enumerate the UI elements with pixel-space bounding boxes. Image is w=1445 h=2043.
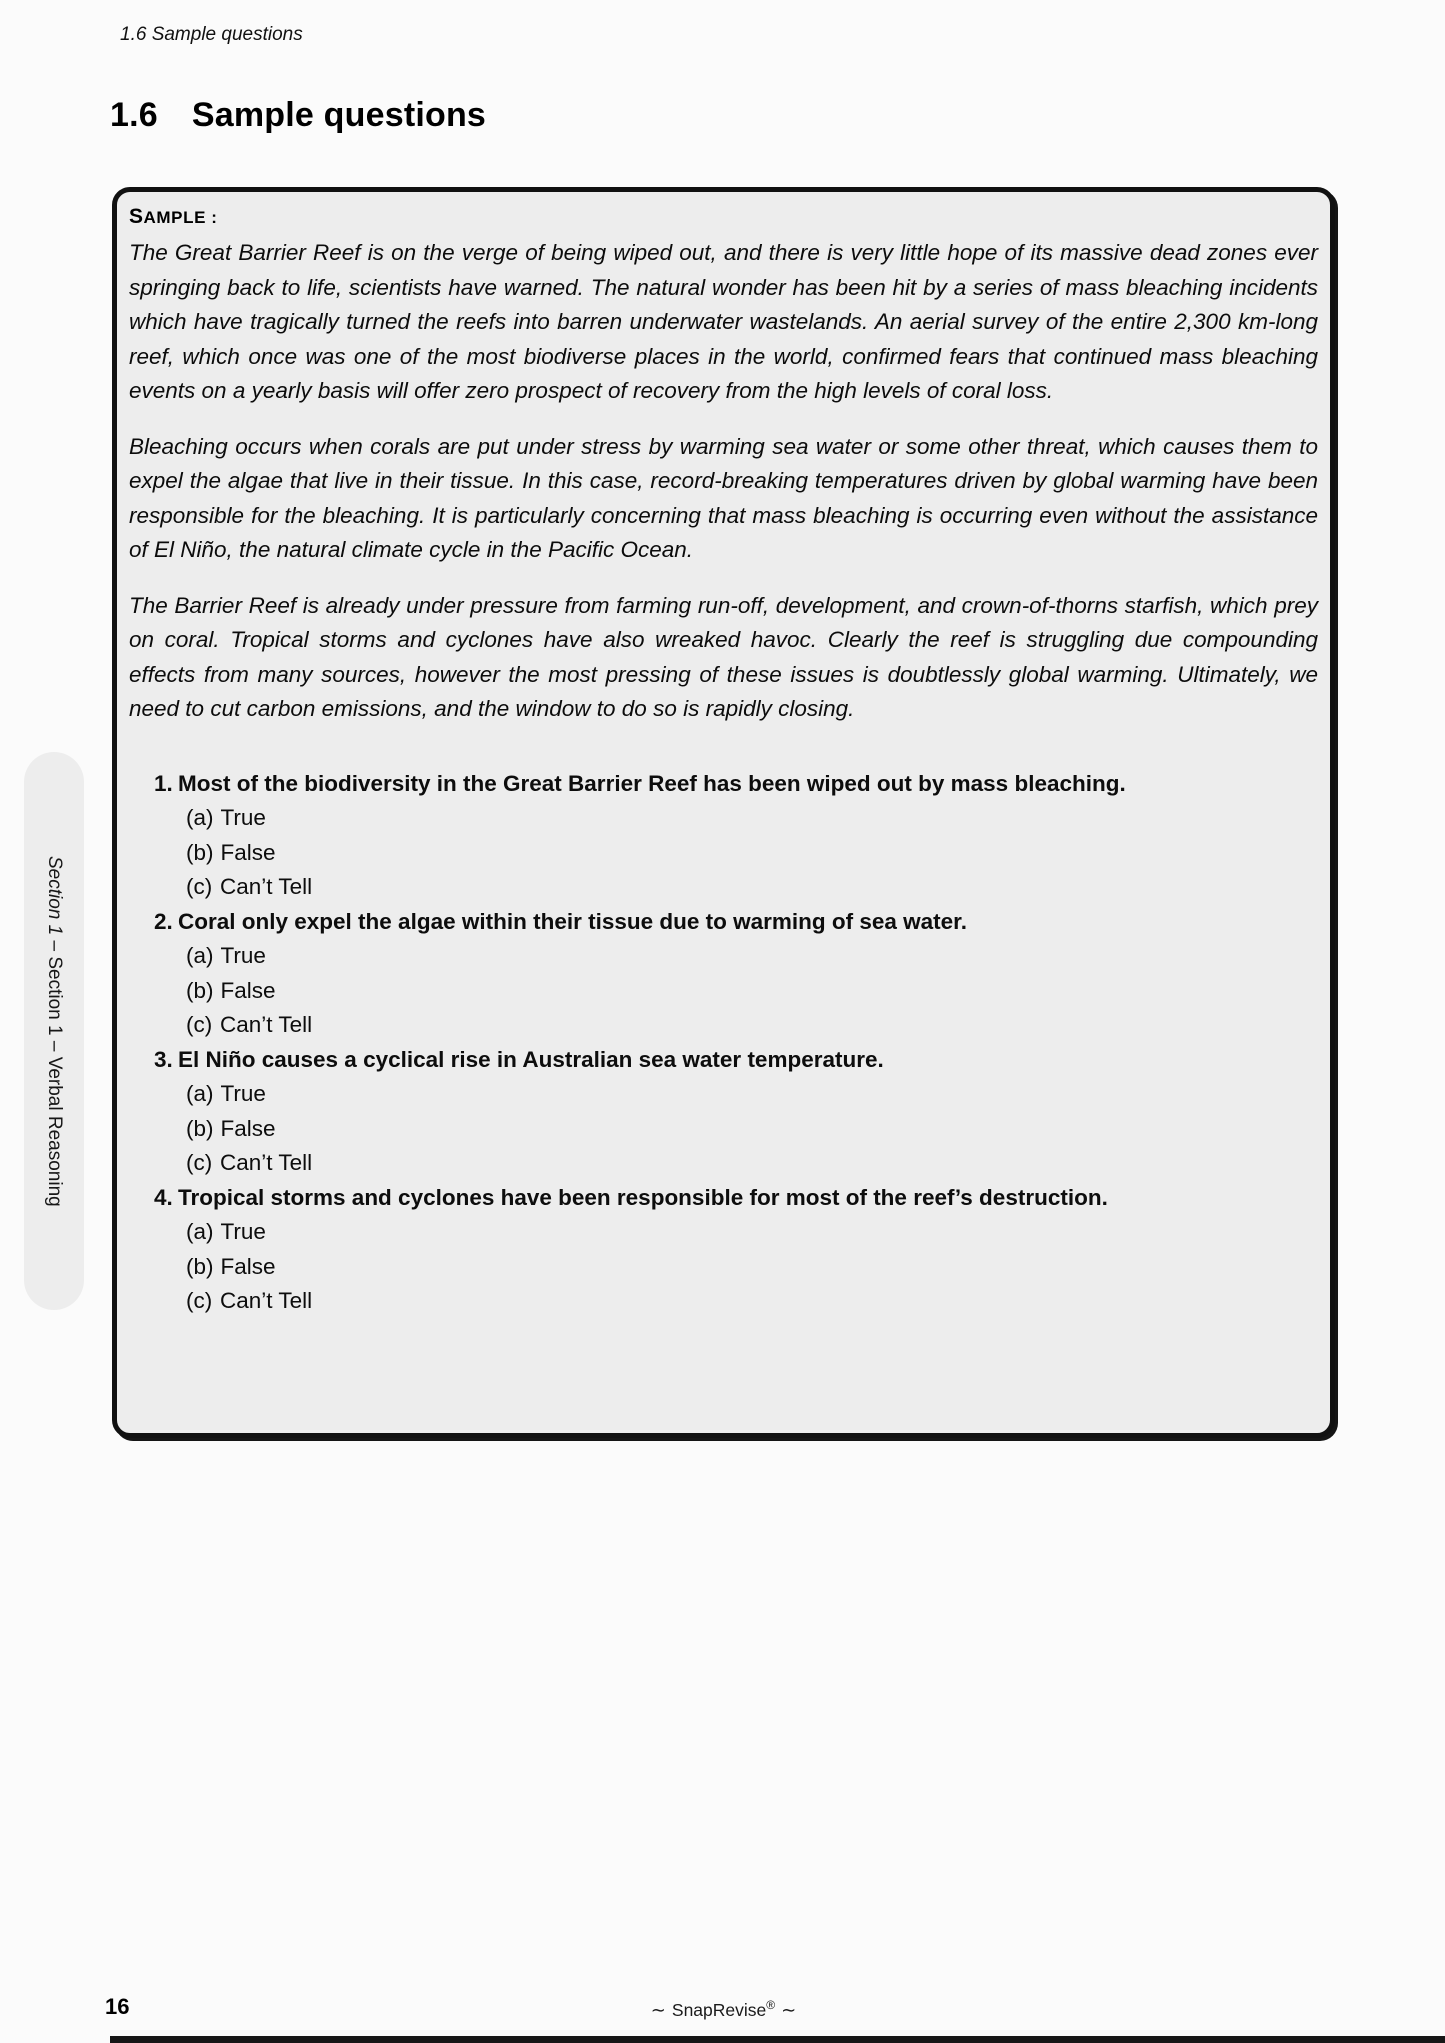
section-title: Sample questions	[191, 96, 487, 134]
side-tab-chapter: Section 1	[44, 855, 65, 935]
question-item-1	[154, 767, 1318, 905]
section-number: 1.6	[110, 96, 158, 134]
page-title	[110, 96, 486, 135]
question-item-3	[154, 1043, 1318, 1181]
question-text: El Niño causes a cyclical rise in Australian sea water temperature.	[178, 1046, 884, 1072]
option-label: (c)	[186, 874, 213, 899]
option-text: True	[220, 805, 266, 830]
option-label: (b)	[186, 839, 214, 865]
option-group	[186, 1077, 1318, 1181]
option-label: (c)	[186, 1288, 213, 1313]
option-text: False	[220, 839, 276, 865]
option-label: (b)	[186, 1115, 214, 1141]
question-item-2	[154, 905, 1318, 1043]
sample-label	[129, 205, 1318, 229]
sample-label-colon: :	[206, 208, 218, 227]
running-header: 1.6 Sample questions	[120, 24, 303, 45]
option-label: (a)	[186, 805, 214, 830]
registered-trademark-icon: ®	[766, 1998, 776, 2012]
sample-box	[112, 187, 1335, 1438]
option-item	[186, 1284, 1318, 1319]
sample-paragraph-2: Bleaching occurs when corals are put under stress by warming sea water or some other threat, which causes them to expel the algae that live in their tissue. In this case, record-breaking temperatures driven by global warming have been responsible for the bleaching. It is particularly concerning that mass bleaching is occurring even without the assistance of El Niño, the natural climate cycle in the Pacific Ocean.	[129, 433, 1318, 562]
question-number: 3.	[154, 1046, 173, 1072]
option-item	[186, 870, 1318, 905]
option-item	[186, 1146, 1318, 1181]
option-group	[186, 1215, 1318, 1319]
sample-paragraph-1: The Great Barrier Reef is on the verge of being wiped out, and there is very little hope of its massive dead zones ever springing back to life, scientists have warned. The natural wonder has been hit by a series of mass bleaching incidents which have tragically turned the reefs into barren underwater wastelands. An aerial survey of the entire 2,300 km-long reef, which once was one of the most biodiverse places in the world, confirmed fears that continued mass bleaching events on a yearly basis will offer zero prospect of recovery from the high levels of coral loss.	[129, 240, 1318, 403]
sample-label-initial: S	[129, 205, 144, 228]
option-text: False	[220, 977, 276, 1003]
option-label: (b)	[186, 977, 214, 1003]
option-group	[186, 939, 1318, 1043]
option-item	[186, 1250, 1318, 1285]
option-text: True	[220, 1081, 266, 1106]
section-side-tab-label	[43, 856, 65, 1207]
question-item-4	[154, 1181, 1318, 1319]
option-text: False	[220, 1115, 276, 1141]
option-item	[186, 1008, 1318, 1043]
option-item	[186, 1112, 1318, 1147]
option-item	[186, 836, 1318, 871]
option-text: True	[220, 943, 266, 968]
question-statement	[154, 1043, 1318, 1078]
option-text: Can’t Tell	[220, 1012, 313, 1037]
option-label: (c)	[186, 1012, 213, 1037]
option-item	[186, 801, 1318, 836]
question-number: 1.	[154, 770, 173, 796]
option-text: Can’t Tell	[220, 874, 313, 899]
question-statement	[154, 905, 1318, 940]
option-label: (c)	[186, 1150, 213, 1175]
option-item	[186, 939, 1318, 974]
option-text: Can’t Tell	[220, 1150, 313, 1175]
question-text: Most of the biodiversity in the Great Barrier Reef has been wiped out by mass bleaching.	[178, 770, 1126, 796]
question-number: 4.	[154, 1184, 173, 1210]
sample-paragraph-3: The Barrier Reef is already under pressure from farming run-off, development, and crown-of-thorns starfish, which prey on coral. Tropical storms and cyclones have also wreaked havoc. Clearly the reef is struggling due compounding effects from many sources, however the most pressing of these issues is doubtlessly global warming. Ultimately, we need to cut carbon emissions, and the window to do so is rapidly closing.	[129, 592, 1318, 721]
tilde-ornament-right: ∼	[781, 1999, 797, 2020]
side-tab-section: – Section 1 – Verbal Reasoning	[44, 934, 65, 1207]
question-statement	[154, 767, 1318, 802]
option-item	[186, 974, 1318, 1009]
question-statement	[154, 1181, 1318, 1216]
question-list	[154, 767, 1318, 1319]
question-text: Coral only expel the algae within their tissue due to warming of sea water.	[178, 908, 967, 934]
option-label: (a)	[186, 1081, 214, 1106]
brand-name: SnapRevise	[671, 1999, 767, 2020]
tilde-ornament-left: ∼	[650, 1999, 666, 2020]
question-text: Tropical storms and cyclones have been responsible for most of the reef’s destruction.	[178, 1184, 1108, 1210]
option-text: True	[220, 1219, 266, 1244]
option-label: (a)	[186, 1219, 214, 1244]
section-side-tab	[24, 752, 84, 1310]
option-item	[186, 1077, 1318, 1112]
option-text: False	[220, 1253, 276, 1279]
option-label: (a)	[186, 943, 214, 968]
option-item	[186, 1215, 1318, 1250]
footer-brand	[112, 1998, 1335, 2021]
option-text: Can’t Tell	[220, 1288, 313, 1313]
sample-label-rest: AMPLE	[143, 208, 207, 227]
page-number: 16	[105, 1994, 130, 2019]
option-group	[186, 801, 1318, 905]
question-number: 2.	[154, 908, 173, 934]
page-bottom-edge	[110, 2036, 1445, 2043]
option-label: (b)	[186, 1253, 214, 1279]
